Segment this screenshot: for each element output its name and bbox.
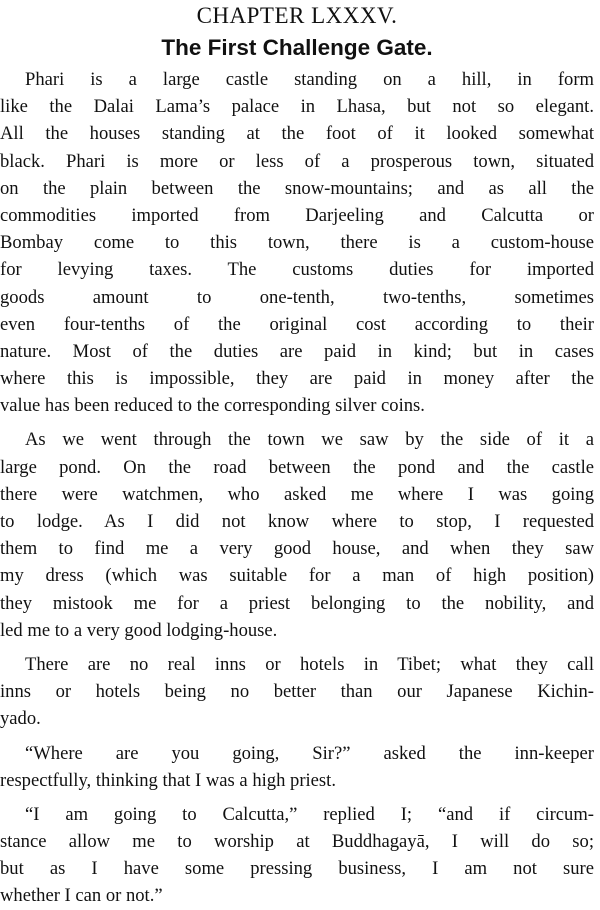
paragraph-3 (0, 651, 594, 733)
text-line: them to find me a very good house, and when they saw (0, 538, 594, 560)
text-line: stance allow me to worship at Buddhagayā, I will do so; (0, 831, 594, 853)
paragraph-4 (0, 740, 594, 794)
text-line: Bombay come to this town, there is a custom-house (0, 232, 594, 254)
text-line: where this is impossible, they are paid in money after the (0, 368, 594, 390)
chapter-heading: CHAPTER LXXXV. (196, 3, 398, 28)
text-line: As we went through the town we saw by the side of it a (25, 429, 594, 451)
text-line: All the houses standing at the foot of it looked somewhat (0, 123, 594, 145)
text-line: “I am going to Calcutta,” replied I; “and if circum- (25, 803, 594, 825)
text-line: There are no real inns or hotels in Tibet; what they call (25, 653, 594, 675)
text-line: commodities imported from Darjeeling and Calcutta or (0, 204, 594, 226)
text-line: large pond. On the road between the pond and the castle (0, 456, 594, 478)
text-line: nature. Most of the duties are paid in kind; but in cases (0, 340, 594, 362)
text-line: like the Dalai Lama’s palace in Lhasa, but not so elegant. (0, 96, 594, 118)
text-line: they mistook me for a priest belonging to the nobility, and (0, 592, 594, 614)
text-line: Phari is a large castle standing on a hill, in form (25, 69, 594, 90)
text-line: inns or hotels being no better than our Japanese Kichin- (0, 681, 594, 703)
text-line: for levying taxes. The customs duties for imported (0, 259, 594, 281)
text-line: to lodge. As I did not know where to stop, I requested (0, 511, 594, 532)
text-line: my dress (which was suitable for a man of high position) (0, 565, 594, 587)
text-line: on the plain between the snow-mountains; and as all the (0, 177, 594, 199)
text-line: value has been reduced to the corresponding silver coins. (0, 395, 425, 417)
text-line: black. Phari is more or less of a prosperous town, situated (0, 150, 594, 172)
text-line: “Where are you going, Sir?” asked the inn-keeper (25, 742, 594, 764)
text-line: whether I can or not.” (0, 885, 163, 907)
chapter-title: The First Challenge Gate. (161, 35, 433, 60)
text-line: led me to a very good lodging-house. (0, 619, 278, 641)
text-line: but as I have some pressing business, I am not sure (0, 858, 594, 880)
paragraph-5 (0, 801, 594, 910)
text-line: respectfully, thinking that I was a high priest. (0, 769, 336, 791)
text-line: even four-tenths of the original cost according to their (0, 313, 594, 335)
paragraph-1 (0, 66, 594, 419)
text-line: yado. (0, 708, 41, 730)
text-line: goods amount to one-tenth, two-tenths, sometimes (0, 286, 594, 308)
text-line: there were watchmen, who asked me where I was going (0, 483, 594, 505)
paragraph-2 (0, 426, 594, 644)
